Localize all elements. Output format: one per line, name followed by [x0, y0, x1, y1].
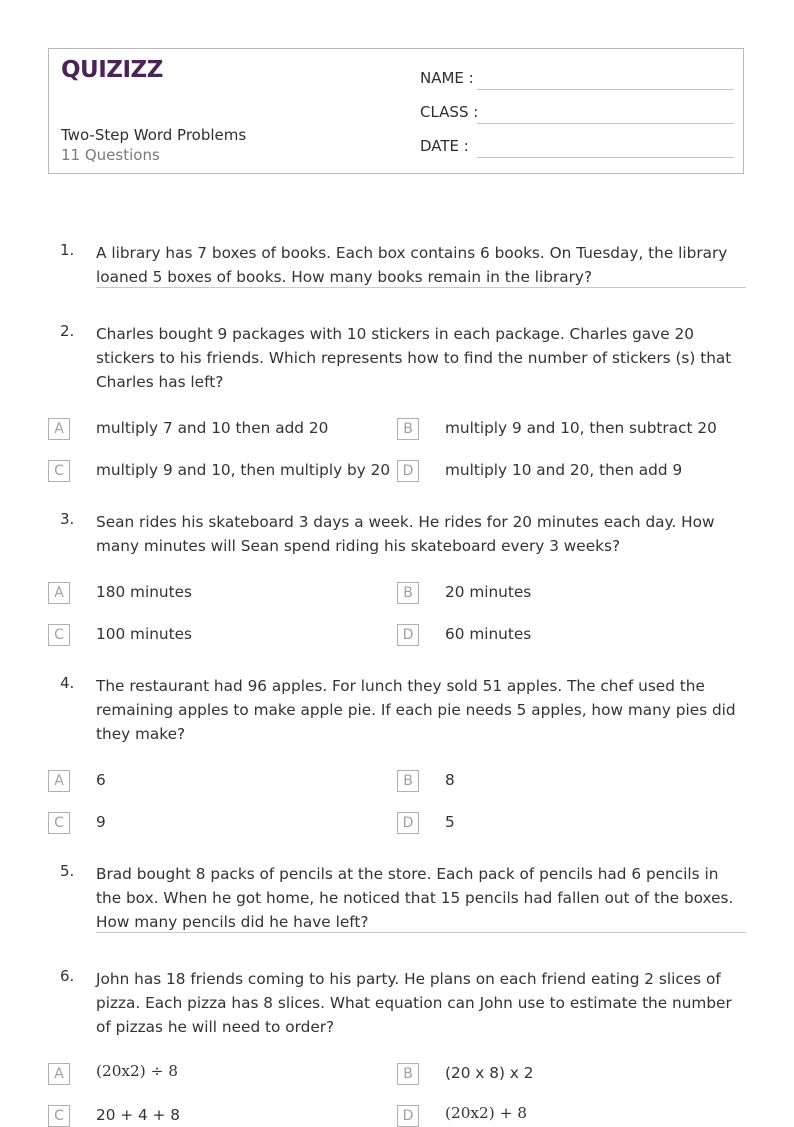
date-label: DATE :	[420, 137, 469, 155]
option-text: 60 minutes	[445, 625, 532, 643]
option-letter[interactable]: C	[48, 1105, 70, 1127]
class-line[interactable]	[477, 123, 734, 124]
question-number: 1.	[60, 241, 75, 259]
question-text: Brad bought 8 packs of pencils at the store. Each pack of pencils had 6 pencils in the box. When he got home, he noticed that 15 pencils had fallen out of the boxes. How many pencils did he have left?	[96, 865, 734, 931]
option-text: 20 + 4 + 8	[96, 1106, 181, 1124]
option-letter[interactable]: B	[397, 770, 419, 792]
option-letter[interactable]: A	[48, 770, 70, 792]
option-text: multiply 9 and 10, then multiply by 20	[96, 461, 391, 479]
option-text: multiply 7 and 10 then add 20	[96, 419, 329, 437]
option-letter[interactable]: C	[48, 460, 70, 482]
question-number: 3.	[60, 510, 75, 528]
option-text: (20x2) + 8	[445, 1104, 528, 1122]
option-text: 9	[96, 813, 106, 831]
option-text: multiply 9 and 10, then subtract 20	[445, 419, 717, 437]
question-count: 11 Questions	[61, 146, 160, 164]
option-letter[interactable]: B	[397, 1063, 419, 1085]
question-text: Charles bought 9 packages with 10 stickers in each package. Charles gave 20 stickers to his friends. Which represents how to find the number of stickers (s) that Charles has left?	[96, 325, 732, 391]
option-letter[interactable]: B	[397, 418, 419, 440]
option-text: 8	[445, 771, 455, 789]
name-field[interactable]	[420, 69, 734, 87]
date-field[interactable]	[420, 137, 734, 155]
question-number: 6.	[60, 967, 75, 985]
option-letter[interactable]: A	[48, 418, 70, 440]
answer-line-1[interactable]	[96, 287, 746, 288]
class-field[interactable]	[420, 103, 734, 121]
option-text: (20 x 8) x 2	[445, 1064, 534, 1082]
question-text: Sean rides his skateboard 3 days a week. He rides for 20 minutes each day. How many minutes will Sean spend riding his skateboard every 3 weeks?	[96, 513, 715, 555]
option-text: 180 minutes	[96, 583, 192, 601]
answer-line-5[interactable]	[96, 932, 746, 933]
option-text: (20x2) ÷ 8	[96, 1062, 179, 1080]
question-number: 5.	[60, 862, 75, 880]
option-letter[interactable]: A	[48, 582, 70, 604]
worksheet-title: Two-Step Word Problems	[61, 126, 247, 144]
option-letter[interactable]: D	[397, 460, 419, 482]
date-line[interactable]	[477, 157, 734, 158]
question-text: John has 18 friends coming to his party. He plans on each friend eating 2 slices of pizza. Each pizza has 8 slices. What equation can John use to estimate the number of pizzas he will need to order?	[96, 970, 732, 1036]
option-letter[interactable]: D	[397, 812, 419, 834]
option-letter[interactable]: D	[397, 624, 419, 646]
class-label: CLASS :	[420, 103, 479, 121]
option-letter[interactable]: C	[48, 812, 70, 834]
question-text: The restaurant had 96 apples. For lunch they sold 51 apples. The chef used the remaining apples to make apple pie. If each pie needs 5 apples, how many pies did they make?	[96, 677, 736, 743]
option-letter[interactable]: A	[48, 1063, 70, 1085]
name-line[interactable]	[477, 89, 734, 90]
name-label: NAME :	[420, 69, 474, 87]
question-number: 4.	[60, 674, 75, 692]
option-text: 20 minutes	[445, 583, 532, 601]
option-letter[interactable]: C	[48, 624, 70, 646]
option-letter[interactable]: B	[397, 582, 419, 604]
worksheet-header	[48, 48, 744, 174]
option-text: 5	[445, 813, 455, 831]
option-text: 6	[96, 771, 106, 789]
option-text: 100 minutes	[96, 625, 192, 643]
question-text: A library has 7 boxes of books. Each box contains 6 books. On Tuesday, the library loaned 5 boxes of books. How many books remain in the library?	[96, 244, 728, 286]
option-letter[interactable]: D	[397, 1105, 419, 1127]
quizizz-logo: QUIZIZZ	[61, 57, 163, 83]
option-text: multiply 10 and 20, then add 9	[445, 461, 683, 479]
question-number: 2.	[60, 322, 75, 340]
